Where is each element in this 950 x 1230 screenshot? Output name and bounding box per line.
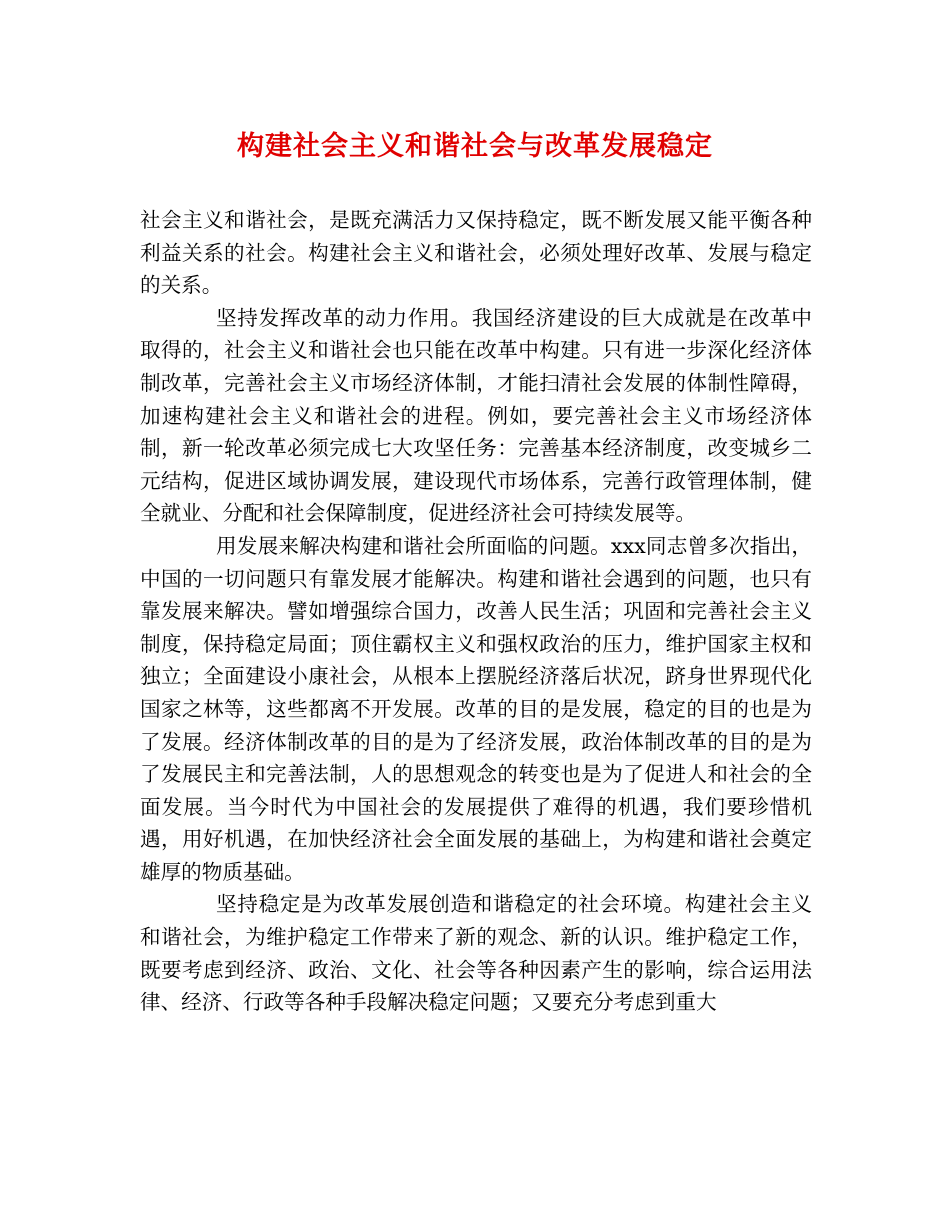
paragraph-reform: 坚持发挥改革的动力作用。我国经济建设的巨大成就是在改革中取得的，社会主义和谐社会也只能在改革中构建。只有进一步深化经济体制改革，完善社会主义市场经济体制，才能扫清社会发展的体制性障碍，加速构建社会主义和谐社会的进程。例如，要完善社会主义市场经济体制，新一轮改革必须完成七大攻坚任务：完善基本经济制度，改变城乡二元结构，促进区域协调发展，建设现代市场体系，完善行政管理体制，健全就业、分配和社会保障制度，促进经济社会可持续发展等。 xyxy=(140,305,812,526)
document-title: 构建社会主义和谐社会与改革发展稳定 xyxy=(237,131,713,162)
paragraph-development: 用发展来解决构建和谐社会所面临的问题。xxx同志曾多次指出，中国的一切问题只有靠发展才能解决。构建和谐社会遇到的问题，也只有靠发展来解决。譬如增强综合国力，改善人民生活；巩固和完善社会主义制度，保持稳定局面；顶住霸权主义和强权政治的压力，维护国家主权和独立；全面建设小康社会，从根本上摆脱经济落后状况，跻身世界现代化国家之林等，这些都离不开发展。改革的目的是发展，稳定的目的也是为了发展。经济体制改革的目的是为了经济发展，政治体制改革的目的是为了发展民主和完善法制，人的思想观念的转变也是为了促进人和社会的全面发展。当今时代为中国社会的发展提供了难得的机遇，我们要珍惜机遇，用好机遇，在加快经济社会全面发展的基础上，为构建和谐社会奠定雄厚的物质基础。 xyxy=(140,533,812,884)
paragraph-intro: 社会主义和谐社会，是既充满活力又保持稳定，既不断发展又能平衡各种利益关系的社会。构建社会主义和谐社会，必须处理好改革、发展与稳定的关系。 xyxy=(140,208,812,298)
document-body xyxy=(140,204,812,1019)
paragraph-stability: 坚持稳定是为改革发展创造和谐稳定的社会环境。构建社会主义和谐社会，为维护稳定工作带来了新的观念、新的认识。维护稳定工作，既要考虑到经济、政治、文化、社会等各种因素产生的影响，综合运用法律、经济、行政等各种手段解决稳定问题；又要充分考虑到重大 xyxy=(140,892,812,1015)
